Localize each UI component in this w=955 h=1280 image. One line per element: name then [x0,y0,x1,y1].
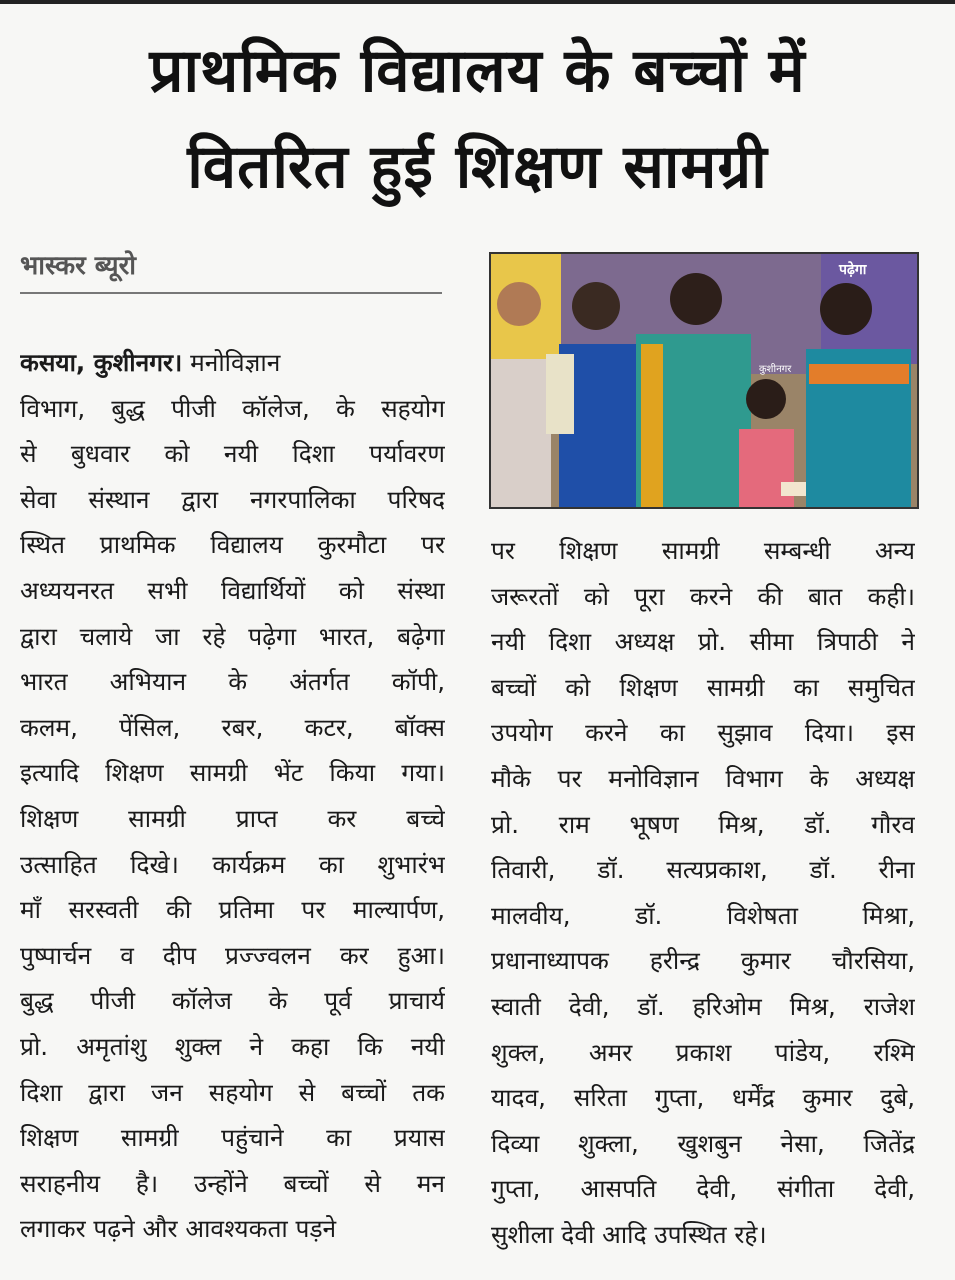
left-column-line: द्वारा चलाये जा रहे पढ़ेगा भारत, बढ़ेगा [20,621,445,651]
right-column-line: स्वाती देवी, डॉ. हरिओम मिश्र, राजेश [491,991,915,1021]
left-column-line: स्थित प्राथमिक विद्यालय कुरमौटा पर [20,530,445,560]
right-column-line: प्रो. राम भूषण मिश्र, डॉ. गौरव [491,809,915,839]
article-left-column [20,340,445,1252]
right-column-line: मौके पर मनोविज्ञान विभाग के अध्यक्ष [491,763,915,793]
left-column-line: प्रो. अमृतांशु शुक्ल ने कहा कि नयी [20,1031,445,1061]
left-column-text: मनोविज्ञान [182,348,281,377]
left-column-line: भारत अभियान के अंतर्गत कॉपी, [20,667,445,697]
left-column-line: कलम, पेंसिल, रबर, कटर, बॉक्स [20,712,445,742]
left-column-line: सराहनीय है। उन्होंने बच्चों से मन [20,1168,445,1198]
left-column-line: बुद्ध पीजी कॉलेज के पूर्व प्राचार्य [20,986,445,1016]
right-column-line: गुप्ता, आसपति देवी, संगीता देवी, [491,1174,915,1204]
left-column-line: शिक्षण सामग्री प्राप्त कर बच्चे [20,803,445,833]
dateline: कसया, कुशीनगर। [20,348,183,377]
headline-line-1: प्राथमिक विद्यालय के बच्चों में [149,36,806,106]
left-column-line: दिशा द्वारा जन सहयोग से बच्चों तक [20,1077,445,1107]
headline-line-2: वितरित हुई शिक्षण सामग्री [187,132,768,202]
right-column-line: शुक्ल, अमर प्रकाश पांडेय, रश्मि [491,1037,915,1067]
right-column-line: पर शिक्षण सामग्री सम्बन्धी अन्य [491,536,915,565]
right-column-line: नयी दिशा अध्यक्ष प्रो. सीमा त्रिपाठी ने [491,627,915,657]
photo-illustration [491,254,917,507]
news-photo [489,252,919,509]
left-column-line: सेवा संस्थान द्वारा नगरपालिका परिषद [20,484,445,514]
left-column-line [20,340,445,386]
left-column-line: से बुधवार को नयी दिशा पर्यावरण [20,439,445,469]
top-rule [0,0,955,4]
right-column-line: यादव, सरिता गुप्ता, धर्मेंद्र कुमार दुबे, [491,1083,915,1113]
left-column-line: लगाकर पढ़ने और आवश्यकता पड़ने [20,1214,337,1244]
right-column-line: दिव्या शुक्ला, खुशबुन नेसा, जितेंद्र [491,1128,915,1158]
byline: भास्कर ब्यूरो [20,251,136,281]
right-column-line: बच्चों को शिक्षण सामग्री का समुचित [491,672,915,702]
left-column-line: शिक्षण सामग्री पहुंचाने का प्रयास [20,1123,445,1153]
right-column-line: जरूरतों को पूरा करने की बात कही। [491,581,915,611]
left-column-line: पुष्पार्चन व दीप प्रज्ज्वलन कर हुआ। [20,940,445,970]
photo-banner-text-2: कुशीनगर [759,364,792,375]
right-column-line: उपयोग करने का सुझाव दिया। इस [491,718,915,748]
left-column-line: माँ सरस्वती की प्रतिमा पर माल्यार्पण, [20,895,445,925]
left-column-line: विभाग, बुद्ध पीजी कॉलेज, के सहयोग [20,393,445,423]
left-column-line: उत्साहित दिखे। कार्यक्रम का शुभारंभ [20,849,445,879]
byline-rule [20,292,442,294]
left-column-line: अध्ययनरत सभी विद्यार्थियों को संस्था [20,575,445,605]
right-column-line: सुशीला देवी आदि उपस्थित रहे। [491,1219,767,1249]
article-right-column [491,528,915,1258]
photo-banner-text: पढ़ेगा [839,262,867,278]
right-column-line: मालवीय, डॉ. विशेषता मिश्रा, [491,900,915,930]
right-column-line: तिवारी, डॉ. सत्यप्रकाश, डॉ. रीना [491,855,915,885]
right-column-line: प्रधानाध्यापक हरीन्द्र कुमार चौरसिया, [491,946,915,976]
left-column-line: इत्यादि शिक्षण सामग्री भेंट किया गया। [20,758,445,788]
